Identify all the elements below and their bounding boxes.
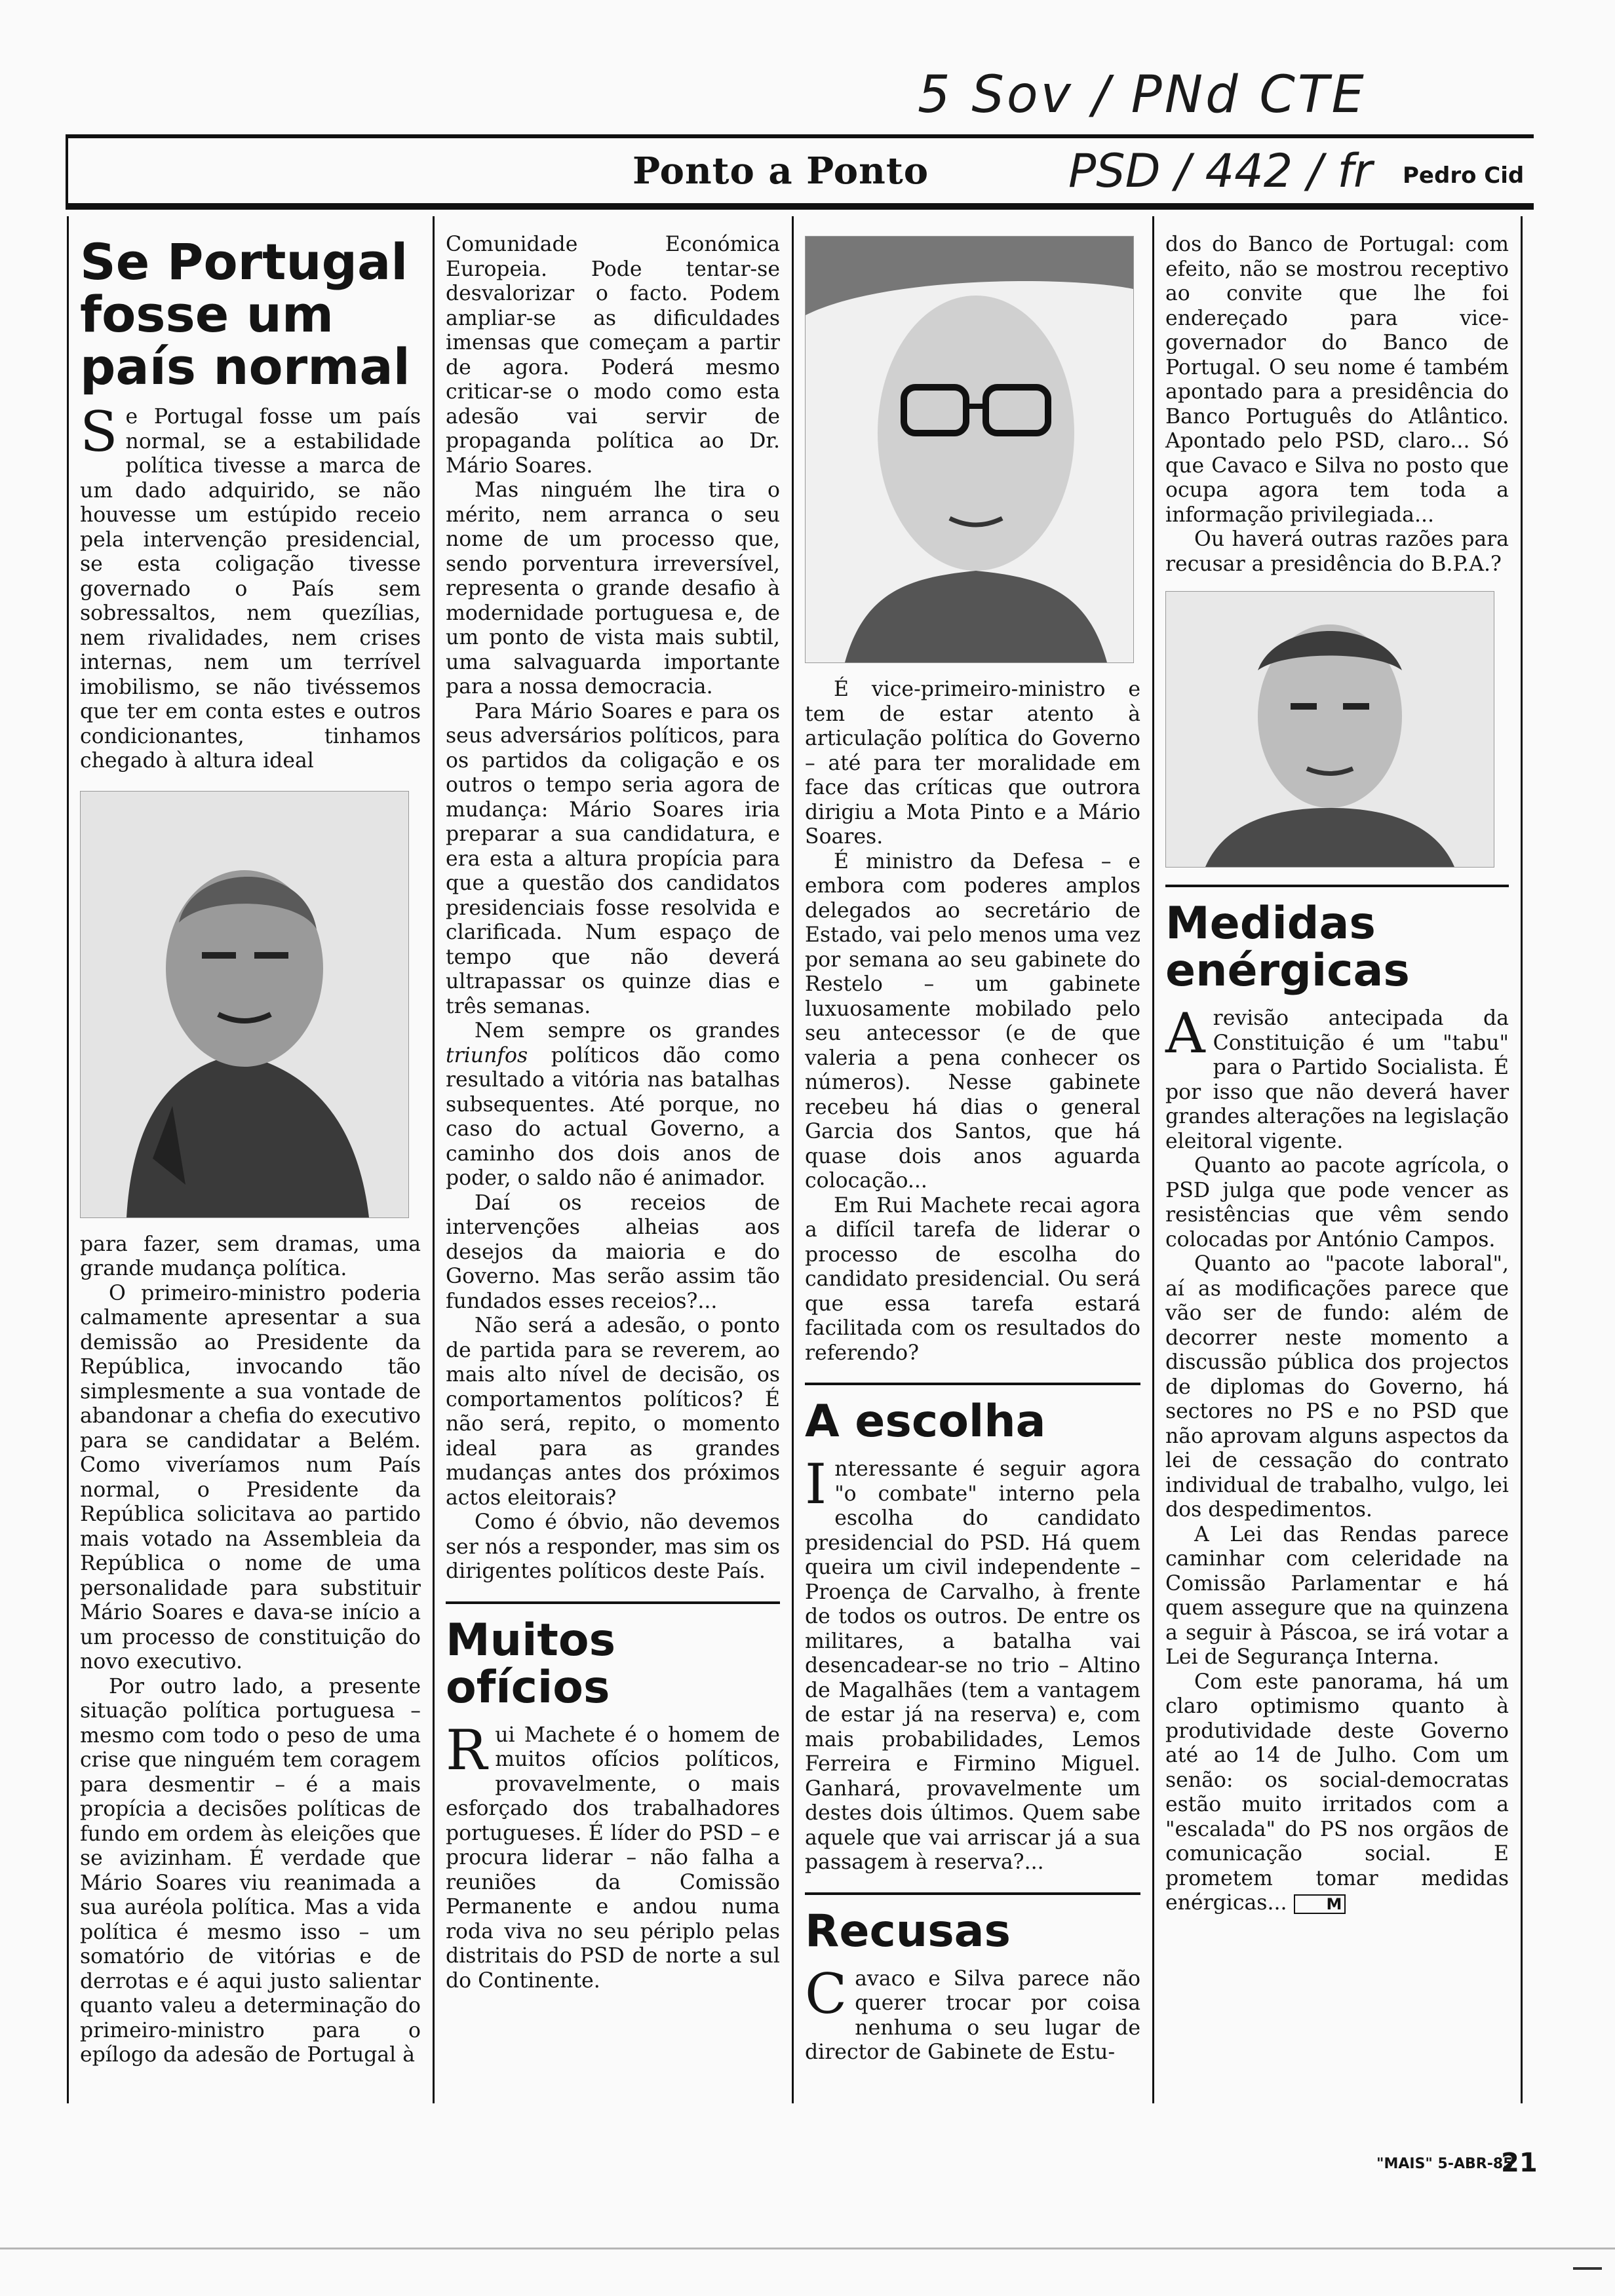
- column-2: [446, 233, 780, 1993]
- portrait-photo: [80, 791, 409, 1218]
- main-col2-paragraph-7: Como é óbvio, não devemos ser nós a responder, mas sim os dirigentes políticos deste País.: [446, 1510, 780, 1583]
- portrait-photo-glasses: [805, 236, 1134, 663]
- dropcap-c: C: [805, 1961, 847, 2026]
- main-col2-paragraph-5: Daí os receios de intervenções alheias aos desejos da maioria e do Governo. Mas serão assim tão fundados esses receios?...: [446, 1191, 780, 1313]
- scan-artifact-tick: [1573, 2267, 1602, 2270]
- end-mark-icon: M: [1294, 1894, 1346, 1914]
- main-col2-paragraph-6: Não será a adesão, o ponto de partida para se reverem, ao mais alto nível de decisão, os comportamentos políticos? É não será, repito, o momento ideal para as grandes mudanças antes dos próximos actos eleitorais?: [446, 1314, 780, 1510]
- col3-paragraph-3: Em Rui Machete recai agora a difícil tarefa de liderar o processo de escolha do candidato presidencial. Ou será que essa tarefa estará facilitada com os resultados do referendo?: [805, 1193, 1140, 1365]
- recusas-col4-paragraph-2: Ou haverá outras razões para recusar a presidência do B.P.A.?: [1165, 527, 1509, 576]
- dropcap-a: A: [1165, 1001, 1205, 1065]
- author-name: Pedro Cid: [1403, 163, 1525, 189]
- main-paragraph-2: O primeiro-ministro poderia calmamente apresentar a sua demissão ao Presidente da República, invocando tão simplesmente a sua vontade de abandonar a chefia do executivo para se candidatar a Belém. Como viveríamos num País normal, o Presidente da República solicitava ao partido mais votado na Assembleia da República o nome de uma personalidade para substituir Mário Soares e dava-se início a um processo de constituição do novo executivo.: [80, 1281, 421, 1674]
- recusas-headline: Recusas: [805, 1905, 1011, 1957]
- main-col2-paragraph-4: Nem sempre os grandes triunfos políticos dão como resultado a vitória nas batalhas subsequentes. Até porque, no caso do actual Governo, a caminho dos dois anos de poder, o saldo não é animador.: [446, 1019, 780, 1190]
- col3-paragraph-2: É ministro da Defesa – e embora com poderes amplos delegados ao secretário de Estado, vai pelo menos uma vez por semana ao seu gabinete do Restelo – um gabinete luxuosamente mobilado pelo seu antecessor (e de que valeria a pena conhecer os números). Nesse gabinete recebeu há dias o general Garcia dos Santos, que há quase dois anos aguarda colocação...: [805, 849, 1140, 1193]
- header-rule-top: [66, 134, 1534, 138]
- main-paragraph-1: e Portugal fosse um país normal, se a estabilidade política tivesse a marca de um dado adquirido, se não houvesse um estúpido receio pela intervenção presidencial, se esta coligação tivesse governado o País sem sobressaltos, nem quezílias, nem rivalidades, nem crises internas, nem um terrível imobilismo, se não tivéssemos que ter em conta estes e outros condicionantes, tinhamos chegado à altura ideal: [80, 405, 421, 773]
- header-rule-bottom: [66, 203, 1534, 210]
- main-col2-paragraph-3: Para Mário Soares e para os seus adversários políticos, para os partidos da coligação e os outros o tempo seria agora de mudança: Mário Soares iria preparar a sua candidatura, e era esta a altura propícia para que a questão dos candidatos presidenciais fosse resolvida e clarificada. Num espaço de tempo que não deverá ultrapassar os quinze dias e três semanas.: [446, 699, 780, 1018]
- column-divider-2: [792, 216, 794, 2103]
- medidas-paragraph-1: revisão antecipada da Constituição é um "tabu" para o Partido Socialista. É por isso que não deverá haver grandes alterações na legislação eleitoral vigente.: [1165, 1006, 1509, 1153]
- handwritten-note-bottom: PSD / 442 / fr: [1068, 144, 1372, 198]
- separator-rule: [805, 1383, 1140, 1385]
- column-4: [1165, 233, 1509, 1916]
- handwritten-note-top: 5 Sov / PNd CTE: [918, 66, 1367, 124]
- main-paragraph-1-cont: para fazer, sem dramas, uma grande mudança política.: [80, 1232, 421, 1280]
- separator-rule: [805, 1892, 1140, 1895]
- header-rule-left: [66, 134, 68, 206]
- column-divider-1: [433, 216, 435, 2103]
- medidas-paragraph-2: Quanto ao pacote agrícola, o PSD julga que pode vencer as resistências que vêm sendo colocadas por António Campos.: [1165, 1154, 1509, 1252]
- dropcap-r: R: [446, 1717, 488, 1782]
- oficios-paragraph-1: ui Machete é o homem de muitos ofícios políticos, provavelmente, o mais esforçado dos trabalhadores portugueses. É líder do PSD – e procura liderar – não falha a reuniões da Comissão Permanente e andou numa roda viva no seu périplo pelas distritais do PSD de norte a sul do Continente.: [446, 1723, 780, 1993]
- column-divider-right: [1521, 216, 1523, 2103]
- column-3: [805, 236, 1140, 2065]
- section-title: Ponto a Ponto: [632, 149, 929, 193]
- medidas-paragraph-3: Quanto ao "pacote laboral", aí as modificações parece que vão ser de fundo: além de decorrer neste momento a discussão pública dos projectos de diplomas do Governo, há sectores no PS e no PSD que não aprovam alguns aspectos da lei de cessação do contrato individual de trabalho, vulgo, lei dos despedimentos.: [1165, 1252, 1509, 1521]
- main-headline: Se Portugal fosse um país normal: [80, 233, 410, 396]
- separator-rule: [446, 1601, 780, 1604]
- page-number: 21: [1501, 2148, 1538, 2178]
- escolha-paragraph-1: nteressante é seguir agora "o combate" interno pela escolha do candidato presidencial do PSD. Há quem queira um civil independente – Proença de Carvalho, à frente de todos os outros. De entre os militares, a batalha vai desencadear-se no trio – Altino de Magalhães (tem a vantagem de estar já na reserva) e, com mais probabilidades, Lemos Ferreira e Firmino Miguel. Ganhará, provavelmente um destes dois últimos. Quem sabe aquele que vai arriscar já a sua passagem à reserva?...: [805, 1457, 1140, 1874]
- column-1: [80, 233, 421, 2068]
- medidas-paragraph-5: Com este panorama, há um claro optimismo quanto à produtividade deste Governo até ao 14 de Julho. Com um senão: os social-democratas estão muito irritados com a "escalada" do PS nos orgãos de comunicação social. E prometem tomar medidas enérgicas... M: [1165, 1670, 1509, 1915]
- main-col2-paragraph-2: Mas ninguém lhe tira o mérito, nem arranca o seu nome de um processo que, sendo porventura irreversível, representa o grande desafio à modernidade portuguesa e, de um ponto de vista mais subtil, uma salvaguarda importante para a nossa democracia.: [446, 478, 780, 698]
- medidas-paragraph-4: A Lei das Rendas parece caminhar com celeridade na Comissão Parlamentar e há quem assegure que na quinzena a seguir à Páscoa, se irá votar a Lei de Segurança Interna.: [1165, 1522, 1509, 1669]
- escolha-headline: A escolha: [805, 1396, 1046, 1447]
- issue-date: "MAIS" 5-ABR-85: [1376, 2156, 1513, 2172]
- dropcap-i: I: [805, 1452, 827, 1516]
- dropcap-s: S: [80, 400, 118, 464]
- portrait-photo-small: [1165, 591, 1494, 868]
- oficios-headline: Muitos ofícios: [446, 1614, 616, 1713]
- main-paragraph-3: Por outro lado, a presente situação política portuguesa – mesmo com todo o peso de uma crise que ninguém tem coragem para desmentir – é a mais propícia a decisões políticas de fundo em ordem às eleições que se avizinham. É verdade que Mário Soares viu reanimada a sua auréola política. Mas a vida política é mesmo isso – um somatório de vitórias e de derrotas e é aqui justo salientar quanto valeu a determinação do primeiro-ministro para o epílogo da adesão de Portugal à: [80, 1674, 421, 2067]
- recusas-col4-paragraph-1: dos do Banco de Portugal: com efeito, não se mostrou receptivo ao convite que lhe foi endereçado para vice-governador do Banco de Portugal. O seu nome é também apontado para a presidência do Banco Português do Atlântico. Apontado pelo PSD, claro... Só que Cavaco e Silva no posto que ocupa agora tem toda a informação privilegiada...: [1165, 233, 1509, 527]
- column-divider-3: [1152, 216, 1154, 2103]
- separator-rule: [1165, 885, 1509, 887]
- column-divider-left: [67, 216, 69, 2103]
- main-col2-paragraph-1: Comunidade Económica Europeia. Pode tentar-se desvalorizar o facto. Podem ampliar-se as dificuldades imensas que começam a partir de agora. Poderá mesmo criticar-se o modo como esta adesão vai servir de propaganda política ao Dr. Mário Soares.: [446, 233, 780, 478]
- recusas-paragraph-1: avaco e Silva parece não querer trocar por coisa nenhuma o seu lugar de director de Gabinete de Estu-: [805, 1966, 1140, 2064]
- scan-artifact-line: [0, 2248, 1615, 2249]
- medidas-headline: Medidas enérgicas: [1165, 898, 1410, 997]
- col3-paragraph-1: É vice-primeiro-ministro e tem de estar atento à articulação política do Governo – até para ter moralidade em face das críticas que outrora dirigiu a Mota Pinto e a Mário Soares.: [805, 678, 1140, 849]
